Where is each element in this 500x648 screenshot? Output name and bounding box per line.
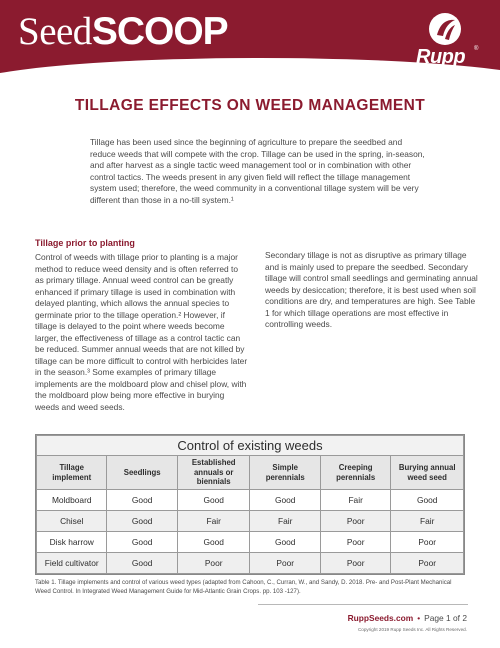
- table-cell: Poor: [391, 532, 464, 553]
- table-cell: Moldboard: [37, 490, 107, 511]
- right-column: [265, 250, 479, 331]
- table-cell: Good: [250, 490, 320, 511]
- table-cell: Poor: [391, 553, 464, 574]
- table-title: Control of existing weeds: [37, 436, 464, 456]
- table-caption: Table 1. Tillage implements and control of various weed types (adapted from Cahoon, C., Curran, W., and Sandy, D. 2018. Pre- and Post-Plant Mechanical Weed Control. In Integrated Weed Management Guide for Mid-Atlantic Grain Crops. pp. 103 -127).: [35, 579, 452, 595]
- footer-site-link[interactable]: RuppSeeds.com: [347, 613, 414, 623]
- column-header: Creeping perennials: [320, 456, 390, 490]
- table-cell: Disk harrow: [37, 532, 107, 553]
- table-cell: Field cultivator: [37, 553, 107, 574]
- table-cell: Good: [107, 490, 177, 511]
- table-cell: Good: [177, 532, 250, 553]
- page-header: [0, 0, 500, 82]
- footer: [348, 613, 467, 623]
- section-heading: Tillage prior to planting: [35, 238, 135, 248]
- footer-separator: •: [417, 613, 421, 623]
- page-title: TILLAGE EFFECTS ON WEED MANAGEMENT: [74, 97, 426, 114]
- table-cell: Fair: [320, 490, 390, 511]
- table-cell: Fair: [177, 511, 250, 532]
- page-number: Page 1 of 2: [424, 613, 467, 623]
- table-cell: Poor: [250, 553, 320, 574]
- table-row: [37, 490, 464, 511]
- table-cell: Good: [107, 553, 177, 574]
- table-cell: Fair: [391, 511, 464, 532]
- weed-control-table: [35, 434, 465, 575]
- table-cell: Chisel: [37, 511, 107, 532]
- table-cell: Poor: [177, 553, 250, 574]
- brand-title: [18, 10, 228, 54]
- table-row: [37, 553, 464, 574]
- column-header: Tillage implement: [37, 456, 107, 490]
- footer-divider: [258, 604, 468, 605]
- left-column-text: Control of weeds with tillage prior to planting is a major method to reduce weed density and is often referred to as primary tillage. Annual weed control can be greatly enhanced if primary tillage is used in combination with delayed planting, which allows the annual species to germinate prior to the tillage operation.² However, if tillage is delayed to the point where weeds become larger, the effectiveness of tillage as a control tactic can be reduced. Summer annual weeds that are not killed by tillage can be more difficult to control with herbicides later in the season.³ Some examples of primary tillage implements are the moldboard plow and chisel plow, with the moldboard plow being more effective in burying weeds and weed seeds.: [35, 252, 248, 412]
- table-row: [37, 532, 464, 553]
- table-cell: Good: [391, 490, 464, 511]
- column-header: Established annuals or biennials: [177, 456, 250, 490]
- brand-scoop: SCOOP: [91, 10, 228, 53]
- left-column: [35, 237, 249, 413]
- table-cell: Poor: [320, 511, 390, 532]
- table-cell: Good: [107, 532, 177, 553]
- table-cell: Poor: [320, 553, 390, 574]
- column-header: Seedlings: [107, 456, 177, 490]
- table-cell: Good: [177, 490, 250, 511]
- copyright: Copyright 2019 Rupp Seeds Inc. All Rights Reserved.: [357, 627, 467, 632]
- table-cell: Poor: [320, 532, 390, 553]
- registered-icon: ®: [474, 46, 479, 52]
- brand-seed: Seed: [18, 10, 92, 53]
- column-header: Simple perennials: [250, 456, 320, 490]
- intro-paragraph: Tillage has been used since the beginning of agriculture to prepare the seedbed and reduce weeds that will compete with the crop. Tillage can be used in the spring, in-season, and after harvest as a single tactic weed management tool or in combination with other control tactics. The weeds present in any given field will reflect the tillage management system used; therefore, the weed community in a conventional tillage system will be very different than those in a no-till system.¹: [90, 137, 425, 205]
- right-column-text: Secondary tillage is not as disruptive as primary tillage and is mainly used to prepare the seedbed. Secondary tillage will control small seedlings and germinating annual weeds by desiccation; therefore, it is best used when soil conditions are dry, and temperatures are high. See Table 1 for which tillage operations are most effective in controlling weeds.: [265, 250, 478, 329]
- column-header: Burying annual weed seed: [391, 456, 464, 490]
- rupp-logo: [412, 12, 482, 72]
- table-row: [37, 511, 464, 532]
- table-cell: Fair: [250, 511, 320, 532]
- rupp-wordmark: Rupp: [416, 46, 466, 68]
- table-cell: Good: [107, 511, 177, 532]
- table-cell: Good: [250, 532, 320, 553]
- rupp-leaf-icon: [428, 12, 462, 46]
